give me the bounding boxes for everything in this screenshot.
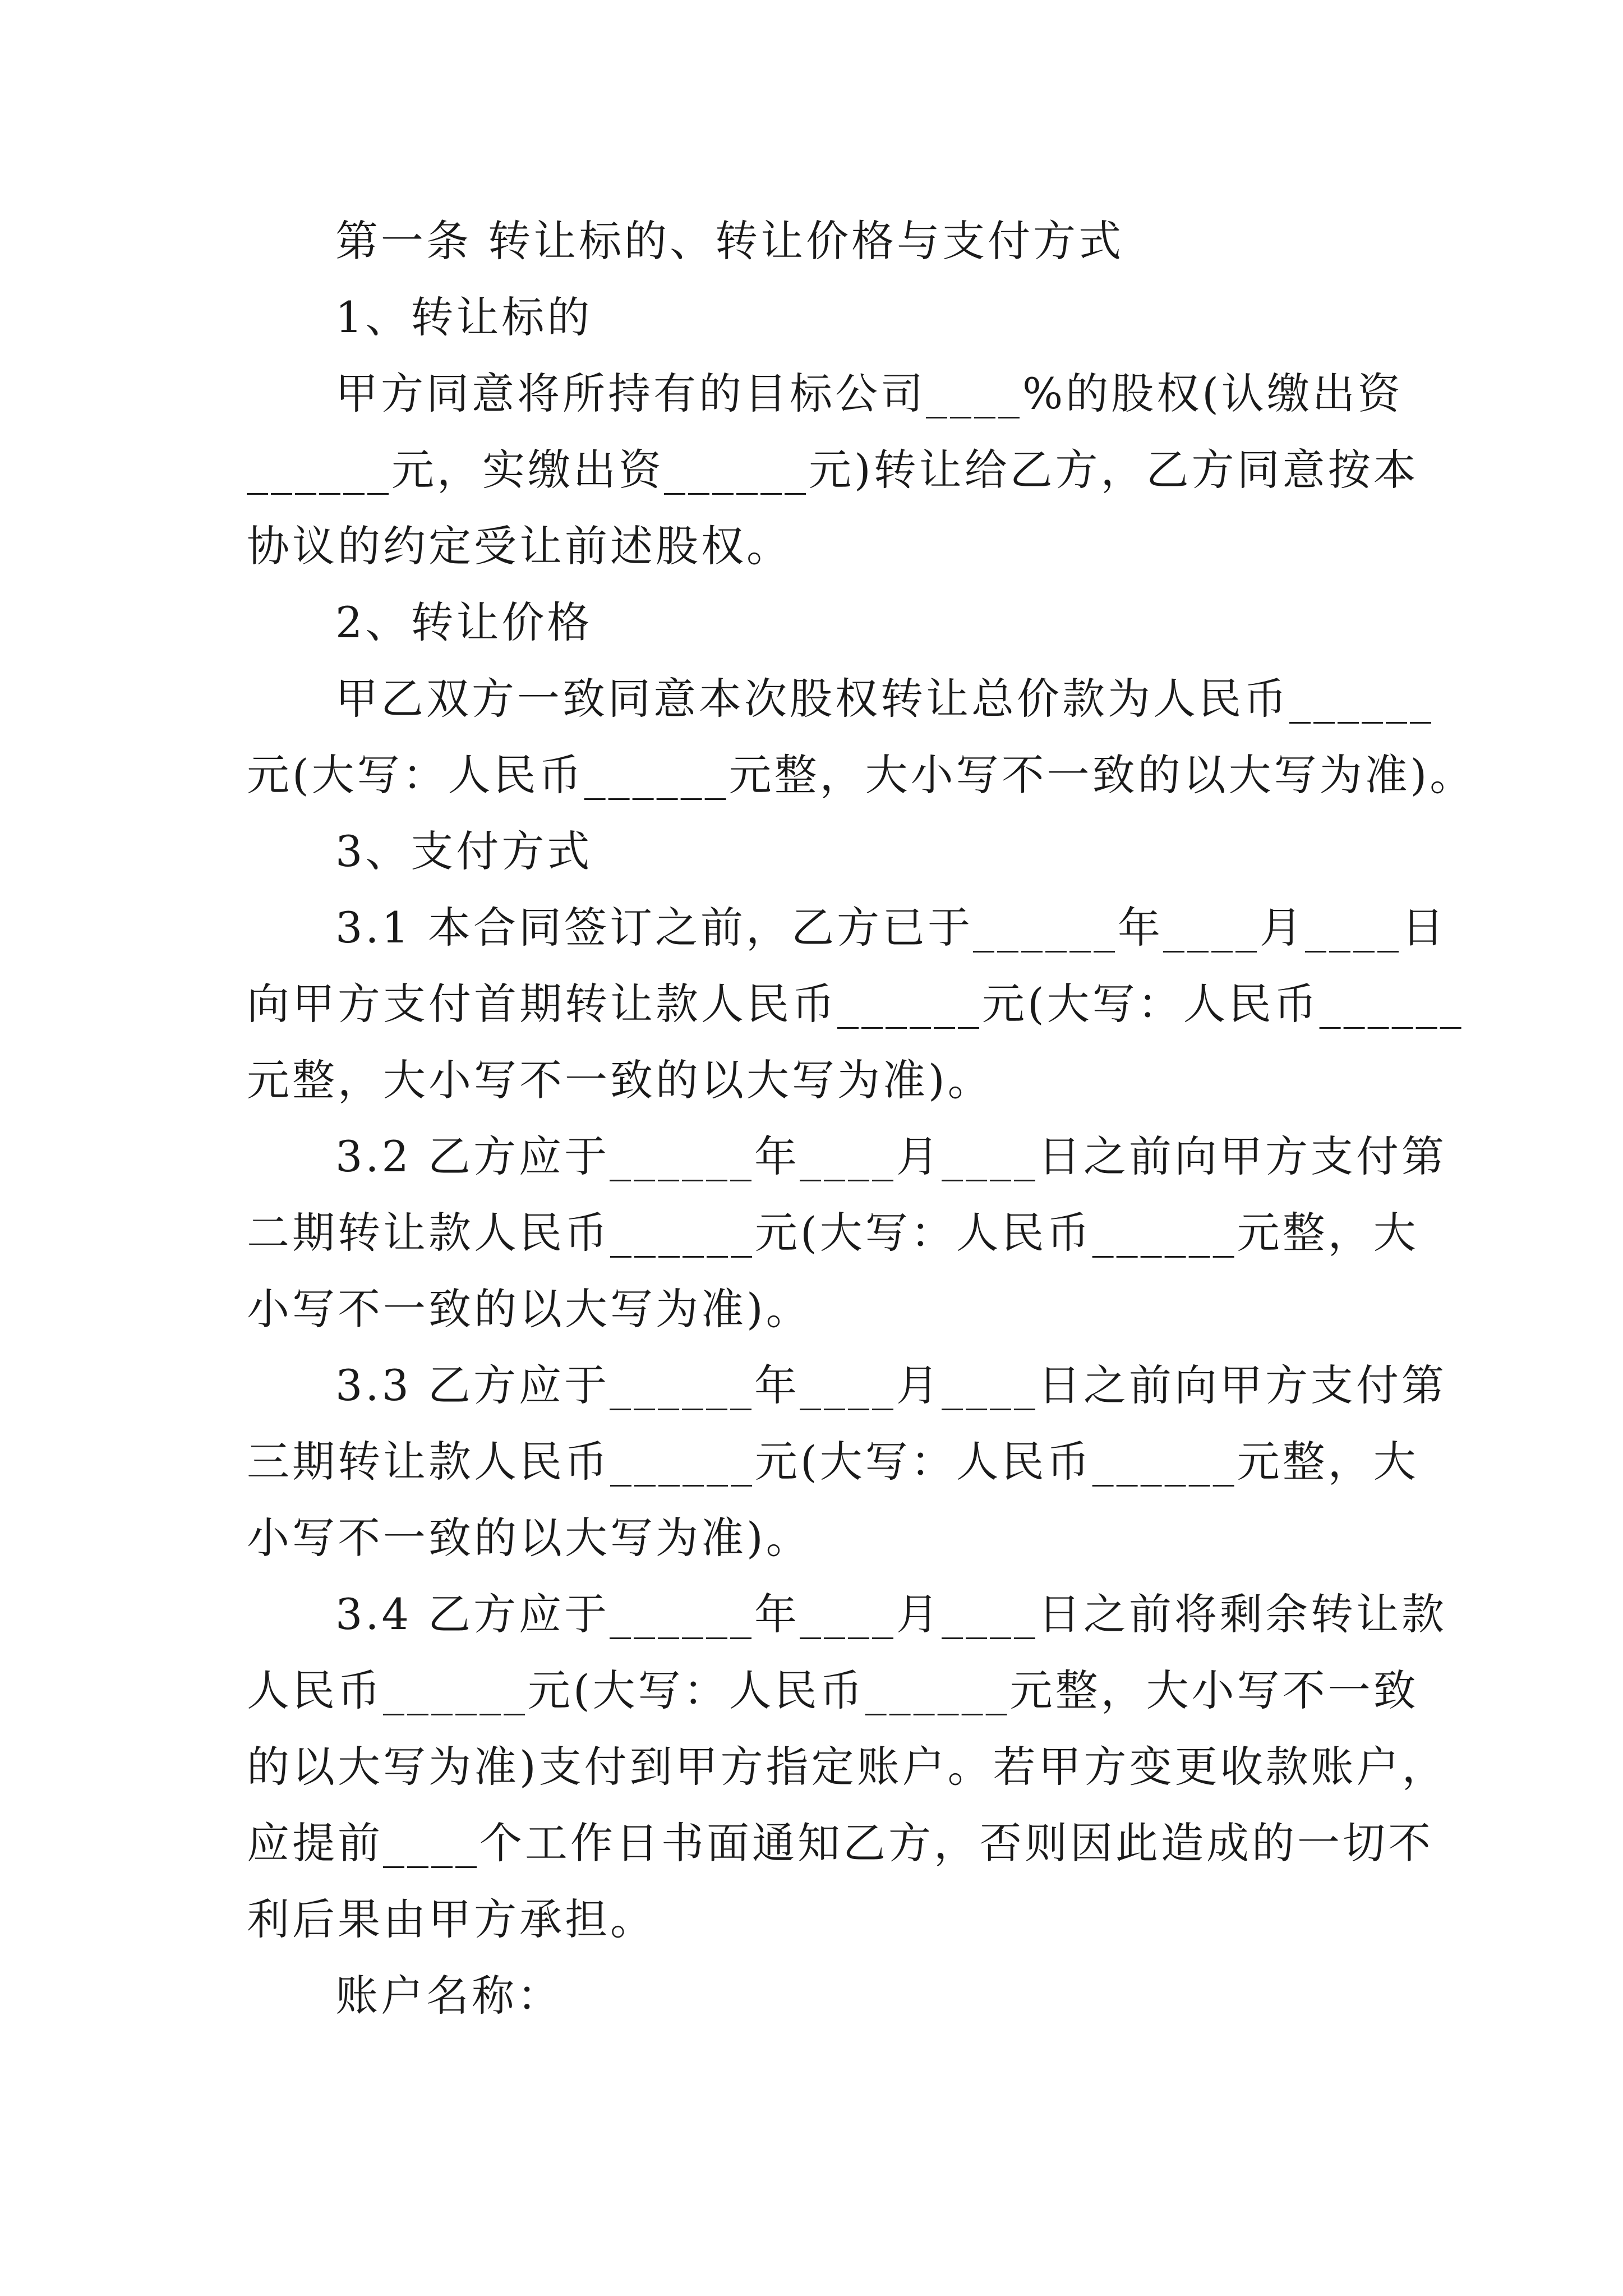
paragraph-line: 协议的约定受让前述股权。 bbox=[247, 521, 792, 571]
paragraph-line: 3.3 乙方应于______年____月____日之前向甲方支付第 bbox=[335, 1360, 1447, 1410]
section-heading: 1、转让标的 bbox=[335, 292, 593, 342]
paragraph-line: 3.2 乙方应于______年____月____日之前向甲方支付第 bbox=[335, 1131, 1447, 1181]
paragraph-line: 小写不一致的以大写为准)。 bbox=[247, 1513, 811, 1563]
section-heading: 2、转让价格 bbox=[335, 597, 593, 647]
paragraph-line: 的以大写为准)支付到甲方指定账户。若甲方变更收款账户， bbox=[247, 1742, 1447, 1792]
paragraph-line: 二期转让款人民币______元(大写：人民币______元整，大 bbox=[247, 1208, 1419, 1258]
paragraph-line: 3.1 本合同签订之前，乙方已于______年____月____日 bbox=[335, 903, 1447, 953]
paragraph-line: ______元，实缴出资______元)转让给乙方，乙方同意按本 bbox=[247, 445, 1419, 495]
account-name-label: 账户名称： bbox=[335, 1971, 562, 2021]
paragraph-line: 应提前____个工作日书面通知乙方，否则因此造成的一切不 bbox=[247, 1818, 1433, 1868]
section-heading: 3、支付方式 bbox=[335, 826, 593, 876]
paragraph-line: 3.4 乙方应于______年____月____日之前将剩余转让款 bbox=[335, 1589, 1447, 1639]
paragraph-line: 元整，大小写不一致的以大写为准)。 bbox=[247, 1055, 993, 1105]
article-heading: 第一条 转让标的、转让价格与支付方式 bbox=[335, 216, 1124, 266]
paragraph-line: 甲方同意将所持有的目标公司____%的股权(认缴出资 bbox=[335, 369, 1403, 418]
paragraph-line: 利后果由甲方承担。 bbox=[247, 1894, 656, 1944]
paragraph-line: 向甲方支付首期转让款人民币______元(大写：人民币______ bbox=[247, 979, 1464, 1029]
paragraph-line: 甲乙双方一致同意本次股权转让总价款为人民币______ bbox=[335, 674, 1434, 724]
paragraph-line: 人民币______元(大写：人民币______元整，大小写不一致 bbox=[247, 1665, 1419, 1715]
paragraph-line: 三期转让款人民币______元(大写：人民币______元整，大 bbox=[247, 1437, 1419, 1487]
paragraph-line: 小写不一致的以大写为准)。 bbox=[247, 1284, 811, 1334]
paragraph-line: 元(大写：人民币______元整，大小写不一致的以大写为准)。 bbox=[247, 750, 1476, 800]
